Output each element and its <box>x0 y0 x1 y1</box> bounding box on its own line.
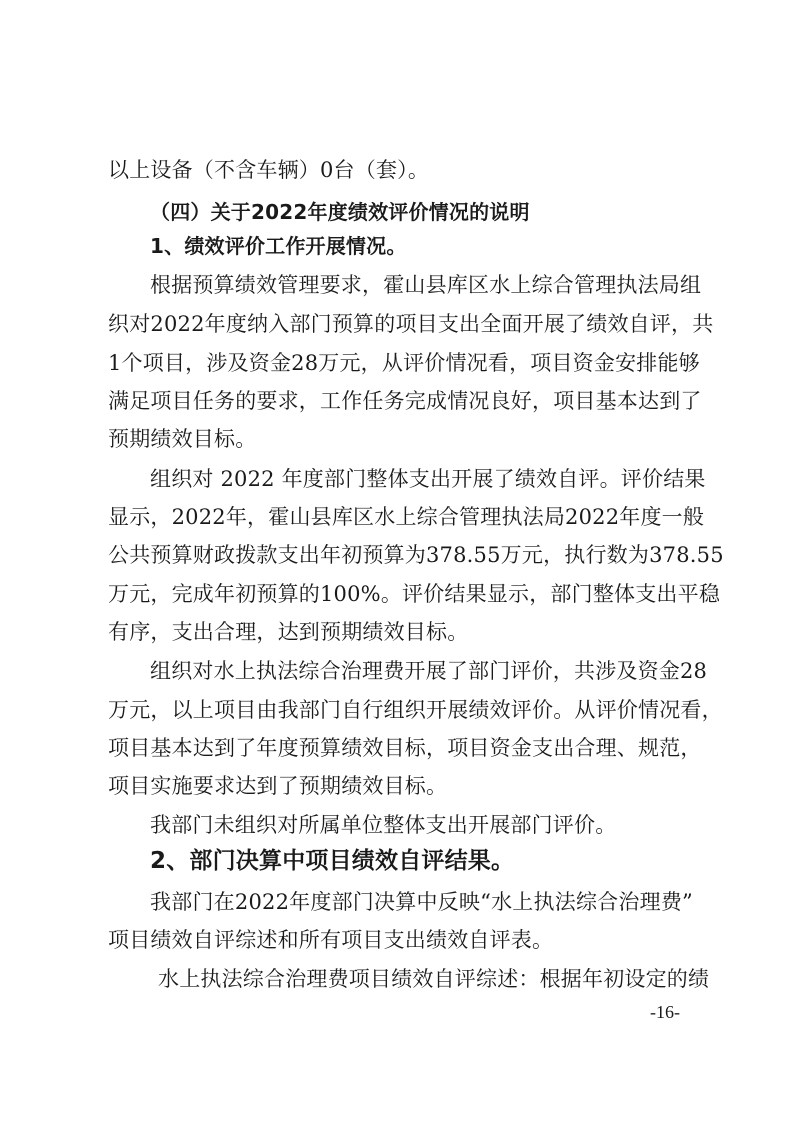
paragraph-line: 我部门在2022年度部门决算中反映“水上执法综合治理费” <box>150 890 693 914</box>
paragraph-line: 万元，完成年初预算的100%。评价结果显示，部门整体支出平稳 <box>108 582 721 606</box>
paragraph-line: 根据预算绩效管理要求，霍山县库区水上综合管理执法局组 <box>150 273 702 297</box>
paragraph-line: 项目基本达到了年度预算绩效目标，项目资金支出合理、规范， <box>108 736 702 760</box>
paragraph-line: 1个项目，涉及资金28万元，从评价情况看，项目资金安排能够 <box>108 351 700 375</box>
page-number: -16- <box>650 1002 680 1022</box>
body-line: 以上设备（不含车辆）0台（套）。 <box>108 158 430 182</box>
paragraph-line: 项目绩效自评综述和所有项目支出绩效自评表。 <box>108 928 554 952</box>
paragraph-line: 水上执法综合治理费项目绩效自评综述：根据年初设定的绩 <box>158 967 710 991</box>
subsection-heading: 1、绩效评价工作开展情况。 <box>150 234 407 258</box>
paragraph-line: 显示，2022年，霍山县库区水上综合管理执法局2022年度一般 <box>108 505 705 529</box>
section-heading: （四）关于2022年度绩效评价情况的说明 <box>150 200 530 224</box>
paragraph-line: 织对2022年度纳入部门预算的项目支出全面开展了绩效自评，共 <box>108 312 714 336</box>
paragraph-line: 预期绩效目标。 <box>108 427 257 451</box>
paragraph-line: 满足项目任务的要求，工作任务完成情况良好，项目基本达到了 <box>108 389 702 413</box>
paragraph-line: 万元，以上项目由我部门自行组织开展绩效评价。从评价情况看， <box>108 698 723 722</box>
paragraph-line: 公共预算财政拨款支出年初预算为378.55万元，执行数为378.55 <box>108 543 724 567</box>
paragraph-line: 我部门未组织对所属单位整体支出开展部门评价。 <box>150 813 617 837</box>
paragraph-line: 有序，支出合理，达到预期绩效目标。 <box>108 620 469 644</box>
subsection-heading: 2、部门决算中项目绩效自评结果。 <box>150 848 515 874</box>
paragraph-line: 组织对 2022 年度部门整体支出开展了绩效自评。评价结果 <box>150 467 706 491</box>
paragraph-line: 项目实施要求达到了预期绩效目标。 <box>108 774 448 798</box>
paragraph-line: 组织对水上执法综合治理费开展了部门评价，共涉及资金28 <box>150 659 708 683</box>
